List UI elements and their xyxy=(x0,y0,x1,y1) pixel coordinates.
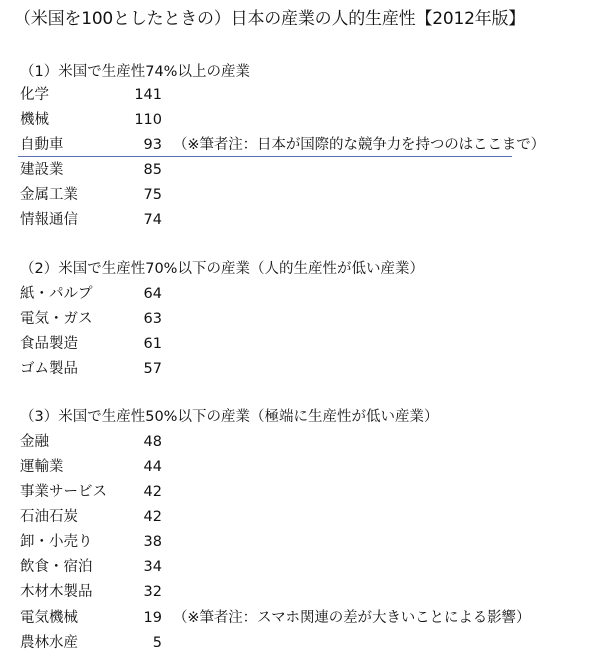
table-row xyxy=(0,480,602,505)
productivity-value: 93 xyxy=(143,137,162,153)
table-row xyxy=(0,208,602,233)
industry-name: 機械 xyxy=(20,112,49,128)
table-row xyxy=(0,282,602,307)
section-heading-2: （2）米国で生産性70%以下の産業（人的生産性が低い産業） xyxy=(20,261,424,277)
productivity-value: 85 xyxy=(143,162,162,178)
table-row xyxy=(0,108,602,133)
productivity-value: 42 xyxy=(143,484,162,500)
industry-name: 自動車 xyxy=(20,137,64,153)
table-row xyxy=(0,357,602,382)
productivity-value: 74 xyxy=(143,212,162,228)
productivity-value: 75 xyxy=(143,187,162,203)
table-row xyxy=(0,158,602,183)
industry-name: 食品製造 xyxy=(20,336,78,352)
table-row xyxy=(0,430,602,455)
industry-name: 卸・小売り xyxy=(20,534,93,550)
productivity-value: 64 xyxy=(143,286,162,302)
industry-name: 化学 xyxy=(20,87,49,103)
author-note: （※筆者注：スマホ関連の差が大きいことによる影響） xyxy=(173,610,531,626)
industry-name: 金属工業 xyxy=(20,187,78,203)
competitiveness-divider xyxy=(18,156,512,157)
productivity-value: 48 xyxy=(143,434,162,450)
industry-name: 金融 xyxy=(20,434,49,450)
productivity-value: 19 xyxy=(143,610,162,626)
productivity-value: 141 xyxy=(134,87,162,103)
table-row xyxy=(0,133,602,158)
table-row xyxy=(0,606,602,631)
table-row xyxy=(0,505,602,530)
industry-name: 石油石炭 xyxy=(20,509,78,525)
table-row xyxy=(0,332,602,357)
productivity-value: 32 xyxy=(143,584,162,600)
productivity-value: 63 xyxy=(143,311,162,327)
table-row xyxy=(0,83,602,108)
industry-name: 運輸業 xyxy=(20,459,64,475)
industry-name: 情報通信 xyxy=(20,212,78,228)
table-row xyxy=(0,580,602,605)
productivity-value: 61 xyxy=(143,336,162,352)
productivity-value: 44 xyxy=(143,459,162,475)
table-row xyxy=(0,631,602,656)
industry-name: 事業サービス xyxy=(20,484,107,500)
table-row xyxy=(0,183,602,208)
table-row xyxy=(0,555,602,580)
productivity-value: 42 xyxy=(143,509,162,525)
table-row xyxy=(0,455,602,480)
industry-name: 飲食・宿泊 xyxy=(20,559,93,575)
industry-name: 農林水産 xyxy=(20,635,78,651)
section-heading-3: （3）米国で生産性50%以下の産業（極端に生産性が低い産業） xyxy=(20,409,439,425)
author-note: （※筆者注：日本が国際的な競争力を持つのはここまで） xyxy=(173,137,546,153)
page-title: （米国を100としたときの）日本の産業の人的生産性【2012年版】 xyxy=(14,9,526,29)
industry-name: 電気・ガス xyxy=(20,311,93,327)
productivity-value: 5 xyxy=(152,635,162,651)
productivity-value: 34 xyxy=(143,559,162,575)
industry-name: ゴム製品 xyxy=(20,361,78,377)
table-row xyxy=(0,307,602,332)
productivity-value: 38 xyxy=(143,534,162,550)
industry-name: 木材木製品 xyxy=(20,584,93,600)
table-row xyxy=(0,530,602,555)
industry-name: 電気機械 xyxy=(20,610,78,626)
productivity-value: 57 xyxy=(143,361,162,377)
industry-name: 建設業 xyxy=(20,162,64,178)
productivity-value: 110 xyxy=(134,112,162,128)
section-heading-1: （1）米国で生産性74%以上の産業 xyxy=(20,64,250,80)
industry-name: 紙・パルプ xyxy=(20,286,93,302)
